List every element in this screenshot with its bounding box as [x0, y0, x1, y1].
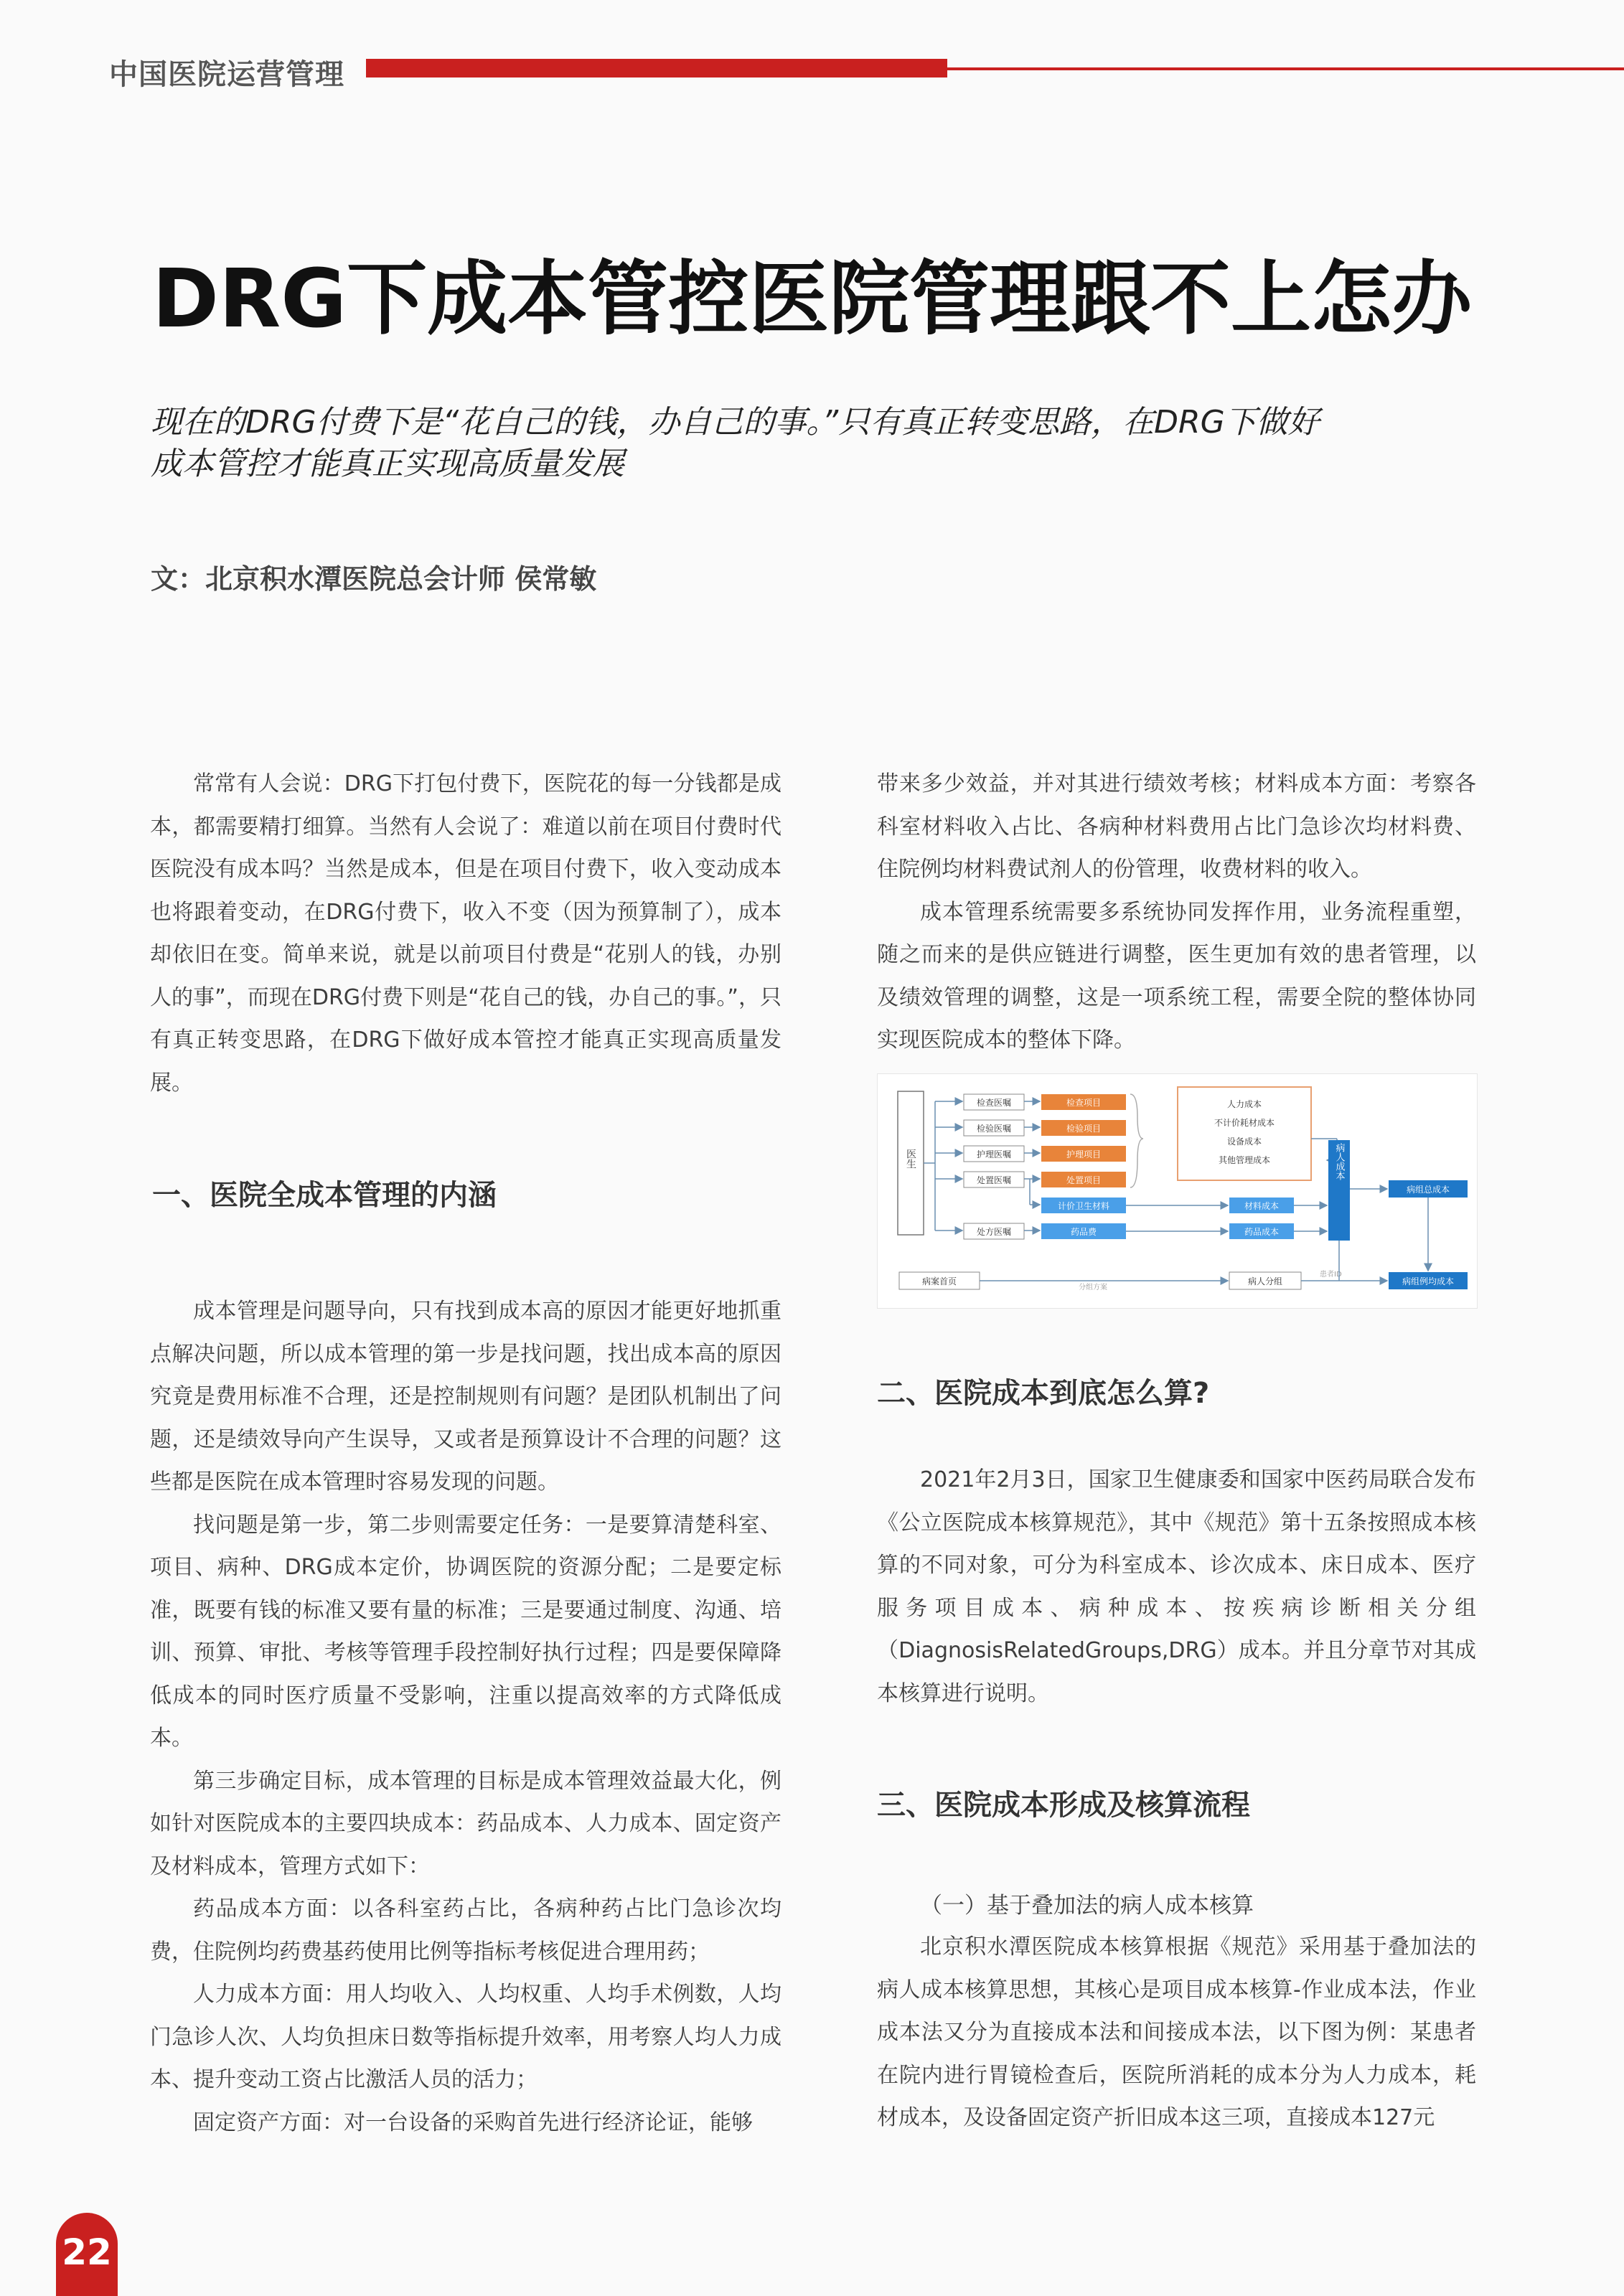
patient-id-label: 患者ID [1320, 1271, 1342, 1279]
group-total-label: 病组总成本 [1406, 1185, 1450, 1195]
grouping-scheme-label: 分组方案 [1079, 1284, 1107, 1292]
section3-paragraph: 北京积水潭医院成本核算根据《规范》采用基于叠加法的病人成本核算思想，其核心是项目成本核算-作业成本法，作业成本法又分为直接成本法和间接成本法，以下图为例：某患者在院内进行胃镜检查后，医院所消耗的成本分为人力成本，耗材成本，及设备固定资产折旧成本这三项，直接成本127元 [877, 1934, 1476, 2130]
article-title: DRG下成本管控医院管理跟不上怎办 [152, 253, 1473, 346]
continuation-paragraph: 带来多少效益，并对其进行绩效考核；材料成本方面：考察各科室材料收入占比、各病种材料费用占比门急诊次均材料费、住院例均材料费试剂人的份管理，收费材料的收入。 [877, 771, 1476, 882]
left-column-section1 [150, 1290, 782, 2144]
section1-paragraph: 找问题是第一步，第二步则需要定任务：一是要算清楚科室、项目、病种、DRG成本定价，协调医院的资源分配；二是要定标准，既要有钱的标准又要有量的标准；三是要通过制度、沟通、培训、预算、审批、考核等管理手段控制好执行过程；四是要保障降低成本的同时医疗质量不受影响，注重以提高效率的方式降低成本。 [150, 1512, 782, 1751]
order-label: 检查医嘱 [976, 1098, 1012, 1108]
patient-group-label: 病人分组 [1247, 1276, 1283, 1286]
item-label: 检验项目 [1066, 1124, 1102, 1134]
left-column-intro [150, 763, 782, 1104]
header-magazine-title: 中国医院运营管理 [109, 58, 344, 91]
group-avg-label: 病组例均成本 [1402, 1276, 1455, 1286]
cost-flow-svg [878, 1074, 1477, 1308]
cost-type-label: 人力成本 [1226, 1099, 1262, 1109]
material-cost-label: 材料成本 [1244, 1201, 1280, 1211]
cost-flow-diagram [877, 1073, 1478, 1309]
order-label: 检验医嘱 [976, 1124, 1012, 1134]
header-red-line [947, 67, 1624, 70]
cost-type-label: 其他管理成本 [1218, 1155, 1271, 1165]
section1-paragraph: 成本管理是问题导向，只有找到成本高的原因才能更好地抓重点解决问题，所以成本管理的第一步是找问题，找出成本高的原因究竟是费用标准不合理，还是控制规则有问题？是团队机制出了问题，还是绩效导向产生误导，又或者是预算设计不合理的问题？这些都是医院在成本管理时容易发现的问题。 [150, 1299, 782, 1495]
item-label: 处置项目 [1066, 1175, 1102, 1185]
system-paragraph: 成本管理系统需要多系统协同发挥作用，业务流程重塑，随之而来的是供应链进行调整，医生更加有效的患者管理，以及绩效管理的调整，这是一项系统工程，需要全院的整体协同实现医院成本的整体下降。 [877, 899, 1476, 1053]
section1-paragraph: 第三步确定目标，成本管理的目标是成本管理效益最大化，例如针对医院成本的主要四块成本：药品成本、人力成本、固定资产及材料成本，管理方式如下： [150, 1768, 782, 1879]
header-red-bar [366, 59, 947, 77]
cost-type-label: 不计价耗材成本 [1214, 1118, 1275, 1128]
drug-cost-label: 药品成本 [1244, 1227, 1280, 1237]
section1-heading: 一、医院全成本管理的内涵 [152, 1179, 497, 1212]
cost-type-label: 设备成本 [1226, 1137, 1262, 1147]
item-label: 检查项目 [1066, 1098, 1102, 1108]
section1-paragraph: 人力成本方面：用人均收入、人均权重、人均手术例数，人均门急诊人次、人均负担床日数等指标提升效率，用考察人均人力成本、提升变动工资占比激活人员的活力； [150, 1982, 782, 2092]
order-label: 护理医嘱 [976, 1149, 1012, 1159]
order-label: 处方医嘱 [976, 1227, 1012, 1237]
subtitle-line-1: 现在的DRG付费下是“花自己的钱，办自己的事。”只有真正转变思路，在DRG下做好 [151, 404, 1320, 441]
right-column-section2 [877, 1459, 1476, 1715]
right-column-top [877, 763, 1476, 1062]
section3-heading: 三、医院成本形成及核算流程 [877, 1789, 1250, 1822]
page-number: 22 [56, 2213, 118, 2296]
item-label: 护理项目 [1066, 1149, 1102, 1159]
section2-paragraph: 2021年2月3日，国家卫生健康委和国家中医药局联合发布《公立医院成本核算规范》，其中《规范》第十五条按照成本核算的不同对象，可分为科室成本、诊次成本、床日成本、医疗服务项目成本、病种成本、按疾病诊断相关分组（DiagnosisRelatedGroups,DRG）成本。并且分章节对其成本核算进行说明。 [877, 1467, 1476, 1706]
article-subtitle [151, 402, 1471, 485]
material-label: 计价卫生材料 [1057, 1201, 1110, 1211]
record-label: 病案首页 [921, 1276, 957, 1286]
section2-heading: 二、医院成本到底怎么算? [877, 1377, 1210, 1410]
subtitle-line-2: 成本管控才能真正实现高质量发展 [151, 446, 624, 482]
byline: 文：北京积水潭医院总会计师 侯常敏 [151, 563, 597, 595]
doctor-label: 医生 [905, 1149, 916, 1169]
section1-paragraph: 药品成本方面：以各科室药占比，各病种药占比门急诊次均费，住院例均药费基药使用比例等指标考核促进合理用药； [150, 1896, 782, 1965]
right-column-section3 [877, 1926, 1476, 2140]
order-label: 处置医嘱 [976, 1175, 1012, 1185]
section1-paragraph: 固定资产方面：对一台设备的采购首先进行经济论证，能够 [193, 2109, 753, 2135]
intro-paragraph: 常常有人会说：DRG下打包付费下，医院花的每一分钱都是成本，都需要精打细算。当然有人会说了：难道以前在项目付费时代医院没有成本吗？当然是成本，但是在项目付费下，收入变动成本也将跟着变动，在DRG付费下，收入不变（因为预算制了），成本却依旧在变。简单来说，就是以前项目付费是“花别人的钱，办别人的事”，而现在DRG付费下则是“花自己的钱，办自己的事。”，只有真正转变思路，在DRG下做好成本管控才能真正实现高质量发展。 [150, 771, 782, 1096]
patient-cost-label: 病人成本 [1333, 1143, 1345, 1180]
drug-label: 药品费 [1070, 1227, 1097, 1237]
section3-subheading: （一）基于叠加法的病人成本核算 [920, 1893, 1254, 1919]
